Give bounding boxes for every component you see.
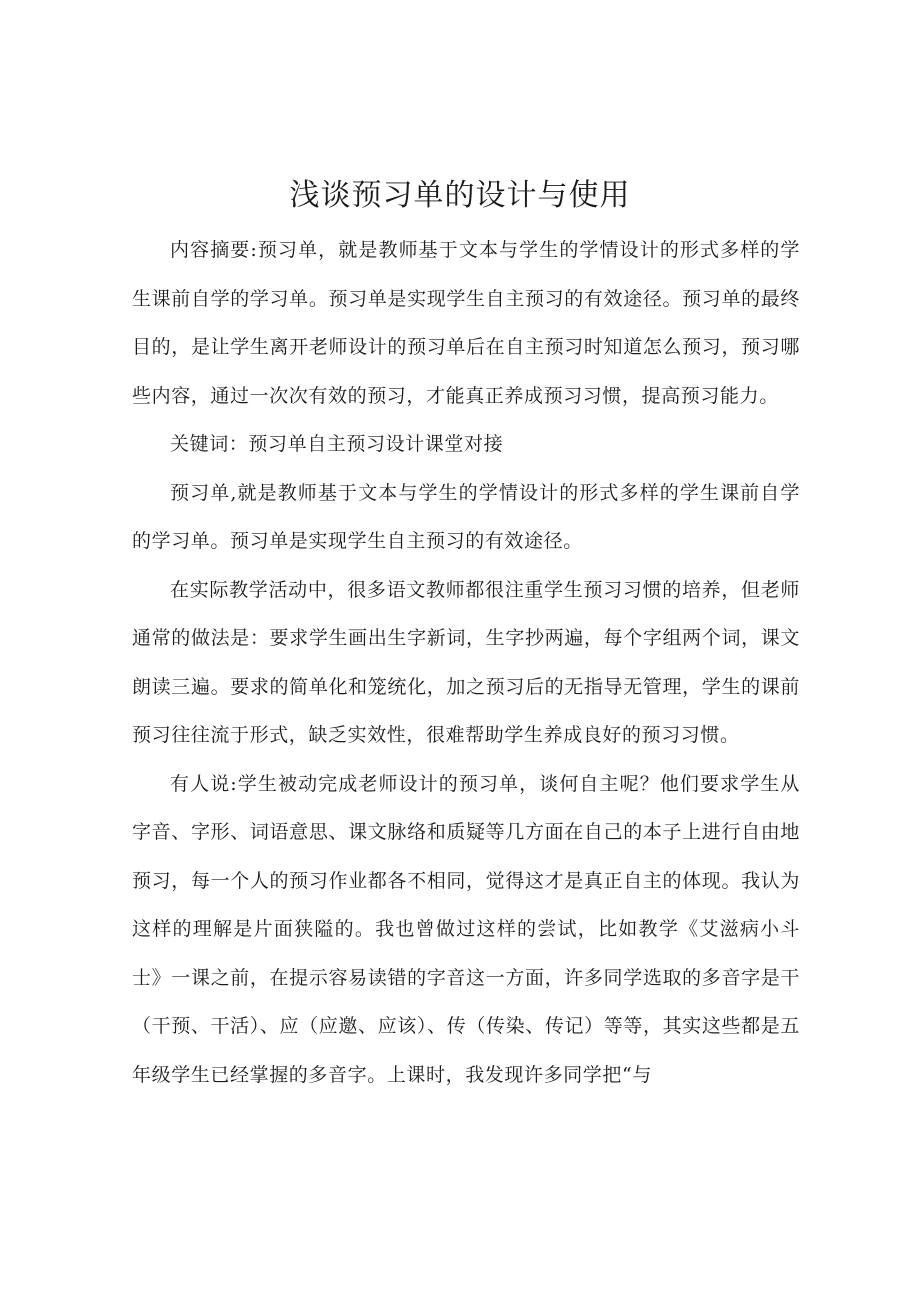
keywords-label: 关键词：	[170, 433, 249, 455]
abstract-label: 内容摘要:	[170, 239, 258, 261]
body-paragraph-2: 在实际教学活动中，很多语文教师都很注重学生预习习惯的培养，但老师通常的做法是：要求学生画出生字新词，生字抄两遍，每个字组两个词，课文朗读三遍。要求的简单化和笼统化，加之预习后的无指导无管理，学生的课前预习往往流于形式，缺乏实效性，很难帮助学生养成良好的预习习惯。	[132, 578, 800, 746]
body-paragraph-1: 预习单,就是教师基于文本与学生的学情设计的形式多样的学生课前自学的学习单。预习单是实现学生自主预习的有效途径。	[132, 481, 800, 552]
document-title: 浅谈预习单的设计与使用	[289, 178, 631, 213]
body-paragraph-3: 有人说:学生被动完成老师设计的预习单，谈何自主呢？他们要求学生从字音、字形、词语意思、课文脉络和质疑等几方面在自己的本子上进行自由地预习，每一个人的预习作业都各不相同，觉得这才是真正自主的体现。我认为这样的理解是片面狭隘的。我也曾做过这样的尝试，比如教学《艾滋病小斗士》一课之前，在提示容易读错的字音这一方面，许多同学选取的多音字是干（干预、干活）、应（应邀、应该）、传（传染、传记）等等，其实这些都是五年级学生已经掌握的多音字。上课时，我发现许多同学把“与	[132, 772, 800, 1086]
document-body	[132, 226, 800, 1099]
abstract-paragraph	[132, 226, 800, 420]
keywords-text: 预习单自主预习设计课堂对接	[248, 433, 504, 455]
abstract-text: 预习单，就是教师基于文本与学生的学情设计的形式多样的学生课前自学的学习单。预习单是实现学生自主预习的有效途径。预习单的最终目的，是让学生离开老师设计的预习单后在自主预习时知道怎么预习，预习哪些内容，通过一次次有效的预习，才能真正养成预习习惯，提高预习能力。	[132, 239, 800, 407]
keywords-paragraph	[132, 420, 800, 469]
